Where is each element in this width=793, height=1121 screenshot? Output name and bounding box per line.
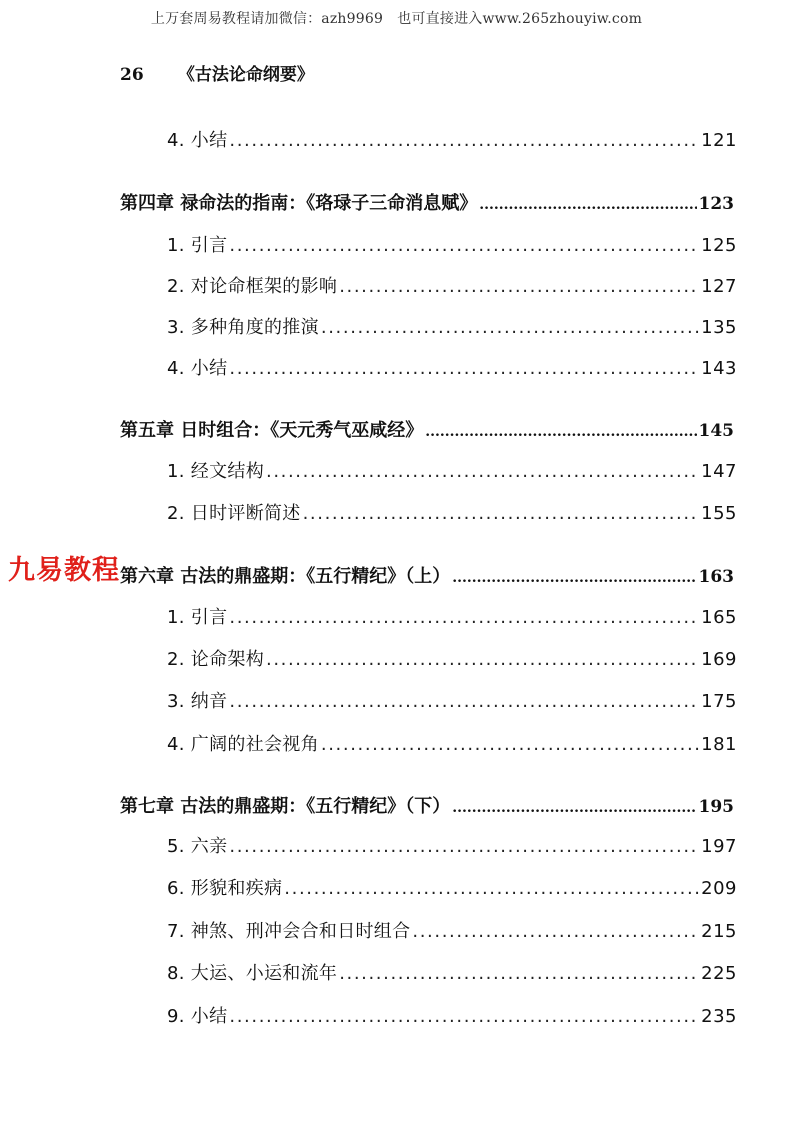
toc-entry-page: 127 [701,276,737,297]
dot-leader [229,130,699,151]
toc-entry-page: 225 [701,963,737,984]
toc-chapter-page: 163 [698,567,734,587]
toc-entry-label: 7. 神煞、刑冲会合和日时组合 [167,921,411,942]
toc-entry-label: 1. 引言 [167,235,228,256]
toc-entry-label: 4. 广阔的社会视角 [167,734,319,755]
dot-leader [229,607,699,628]
toc-entry [167,959,737,985]
toc-entry [167,272,737,298]
toc-entry [167,313,737,339]
toc-entry-page: 135 [701,317,737,338]
dot-leader [412,921,699,942]
toc-entry-label: 2. 日时评断简述 [167,503,301,524]
toc-chapter [120,792,734,818]
book-title: 《古法论命纲要》 [177,65,314,85]
toc-entry [167,730,737,756]
dot-leader [479,197,696,213]
toc-chapter-label: 第七章 古法的鼎盛期：《五行精纪》（下） [120,796,451,817]
toc-entry-page: 121 [701,130,737,151]
toc-chapter [120,189,734,215]
dot-leader [321,734,699,755]
dot-leader [321,317,699,338]
toc-entry [167,645,737,671]
dot-leader [229,235,699,256]
toc-entry [167,1002,737,1028]
dot-leader [266,461,699,482]
toc-chapter-label: 第六章 古法的鼎盛期：《五行精纪》（上） [120,566,451,587]
toc-entry [167,687,737,713]
dot-leader [339,963,699,984]
toc-chapter-label: 第五章 日时组合：《天元秀气巫咸经》 [120,420,424,441]
toc-chapter-label: 第四章 禄命法的指南：《珞琭子三命消息赋》 [120,193,478,214]
toc-entry [167,917,737,943]
watermark-banner: 上万套周易教程请加微信：azh9969 也可直接进入www.265zhouyiw.com [150,11,643,27]
page-number: 26 [120,65,144,85]
toc-entry-page: 235 [701,1006,737,1027]
side-watermark: 九易教程 [8,555,120,586]
toc-entry [167,603,737,629]
toc-entry-label: 1. 经文结构 [167,461,264,482]
dot-leader [229,358,699,379]
toc-entry-label: 3. 多种角度的推演 [167,317,319,338]
toc-entry-label: 3. 纳音 [167,691,228,712]
dot-leader [284,878,699,899]
toc-entry-page: 165 [701,607,737,628]
toc-entry [167,126,737,152]
toc-entry-page: 147 [701,461,737,482]
toc-chapter [120,562,734,588]
toc-entry-label: 5. 六亲 [167,836,228,857]
toc-entry-page: 215 [701,921,737,942]
toc-entry-page: 125 [701,235,737,256]
toc-entry-page: 181 [701,734,737,755]
toc-entry-label: 2. 对论命框架的影响 [167,276,338,297]
dot-leader [229,1006,699,1027]
dot-leader [229,691,699,712]
toc-entry-label: 8. 大运、小运和流年 [167,963,338,984]
dot-leader [339,276,699,297]
toc-entry [167,231,737,257]
toc-chapter-page: 145 [698,421,734,441]
toc-chapter-page: 195 [698,797,734,817]
toc-entry-label: 6. 形貌和疾病 [167,878,283,899]
toc-entry-label: 9. 小结 [167,1006,228,1027]
toc-entry-page: 209 [701,878,737,899]
dot-leader [266,649,699,670]
toc-chapter-page: 123 [698,194,734,214]
toc-entry-label: 2. 论命架构 [167,649,264,670]
toc-entry-label: 1. 引言 [167,607,228,628]
toc-entry-page: 175 [701,691,737,712]
dot-leader [452,570,696,586]
toc-entry [167,457,737,483]
toc-entry-page: 155 [701,503,737,524]
toc-entry-page: 143 [701,358,737,379]
toc-entry [167,874,737,900]
toc-entry-page: 197 [701,836,737,857]
running-header [120,60,314,85]
toc-entry [167,354,737,380]
dot-leader [229,836,699,857]
toc-chapter [120,416,734,442]
dot-leader [303,503,700,524]
toc-entry-page: 169 [701,649,737,670]
toc-entry-label: 4. 小结 [167,130,228,151]
toc-entry [167,499,737,525]
dot-leader [452,800,696,816]
toc-entry-label: 4. 小结 [167,358,228,379]
toc-entry [167,832,737,858]
dot-leader [425,424,696,440]
